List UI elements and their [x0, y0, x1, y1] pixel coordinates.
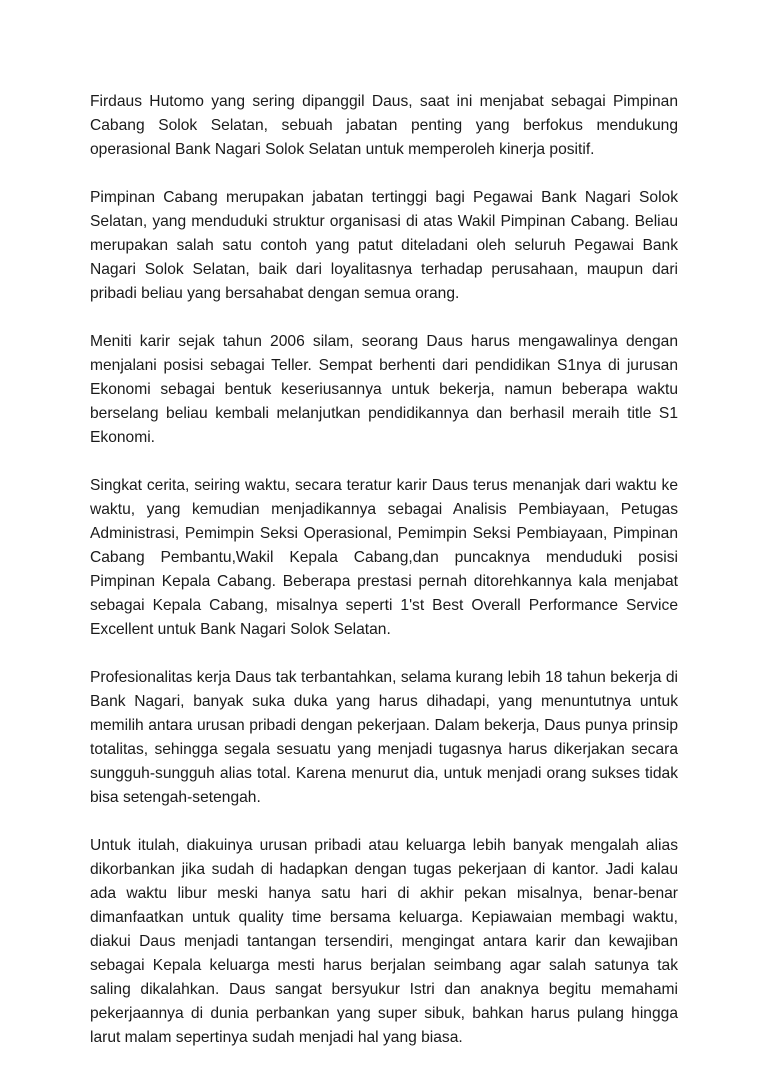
- paragraph-1: Firdaus Hutomo yang sering dipanggil Daus, saat ini menjabat sebagai Pimpinan Cabang Solok Selatan, sebuah jabatan penting yang berfokus mendukung operasional Bank Nagari Solok Selatan untuk memperoleh kinerja positif.: [90, 93, 678, 158]
- paragraph-6: Untuk itulah, diakuinya urusan pribadi atau keluarga lebih banyak mengalah alias dikorbankan jika sudah di hadapkan dengan tugas pekerjaan di kantor. Jadi kalau ada waktu libur meski hanya satu hari di akhir pekan misalnya, benar-benar dimanfaatkan untuk quality time bersama keluarga. Kepiawaian membagi waktu, diakui Daus menjadi tantangan tersendiri, mengingat antara karir dan kewajiban sebagai Kepala keluarga mesti harus berjalan seimbang agar salah satunya tak saling dikalahkan. Daus sangat bersyukur Istri dan anaknya begitu memahami pekerjaannya di dunia perbankan yang super sibuk, bahkan harus pulang hingga larut malam sepertinya sudah menjadi hal yang biasa.: [90, 837, 678, 1046]
- paragraph-3: Meniti karir sejak tahun 2006 silam, seorang Daus harus mengawalinya dengan menjalani posisi sebagai Teller. Sempat berhenti dari pendidikan S1nya di jurusan Ekonomi sebagai bentuk keseriusannya untuk bekerja, namun beberapa waktu berselang beliau kembali melanjutkan pendidikannya dan berhasil meraih title S1 Ekonomi.: [90, 333, 678, 446]
- paragraph-5: Profesionalitas kerja Daus tak terbantahkan, selama kurang lebih 18 tahun bekerja di Bank Nagari, banyak suka duka yang harus dihadapi, yang menuntutnya untuk memilih antara urusan pribadi dengan pekerjaan. Dalam bekerja, Daus punya prinsip totalitas, sehingga segala sesuatu yang menjadi tugasnya harus dikerjakan secara sungguh-sungguh alias total. Karena menurut dia, untuk menjadi orang sukses tidak bisa setengah-setengah.: [90, 669, 678, 806]
- paragraph-2: Pimpinan Cabang merupakan jabatan tertinggi bagi Pegawai Bank Nagari Solok Selatan, yang menduduki struktur organisasi di atas Wakil Pimpinan Cabang. Beliau merupakan salah satu contoh yang patut diteladani oleh seluruh Pegawai Bank Nagari Solok Selatan, baik dari loyalitasnya terhadap perusahaan, maupun dari pribadi beliau yang bersahabat dengan semua orang.: [90, 189, 678, 302]
- document-body: [90, 90, 678, 1074]
- paragraph-4: Singkat cerita, seiring waktu, secara teratur karir Daus terus menanjak dari waktu ke waktu, yang kemudian menjadikannya sebagai Analisis Pembiayaan, Petugas Administrasi, Pemimpin Seksi Operasional, Pemimpin Seksi Pembiayaan, Pimpinan Cabang Pembantu,Wakil Kepala Cabang,dan puncaknya menduduki posisi Pimpinan Kepala Cabang. Beberapa prestasi pernah ditorehkannya kala menjabat sebagai Kepala Cabang, misalnya seperti 1'st Best Overall Performance Service Excellent untuk Bank Nagari Solok Selatan.: [90, 477, 678, 638]
